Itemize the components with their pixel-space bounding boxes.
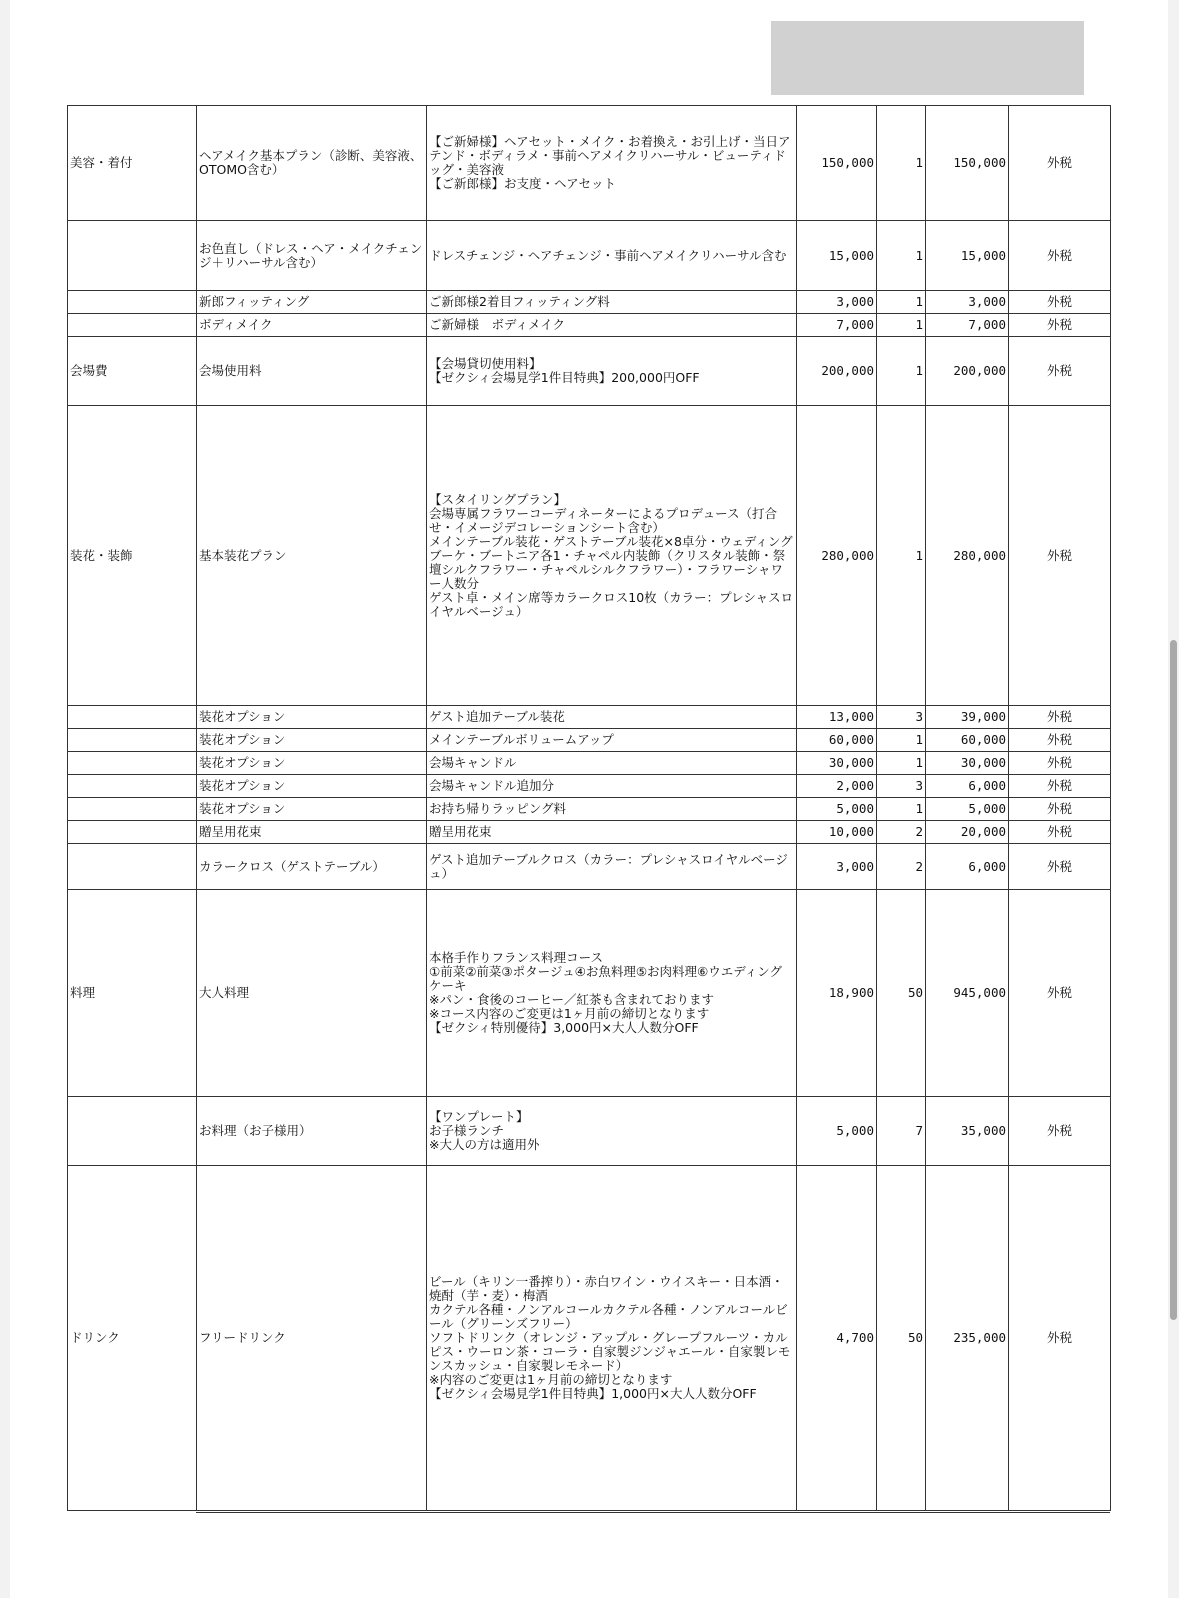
category-cell: 会場費	[68, 337, 197, 406]
quantity-cell: 1	[877, 729, 926, 752]
table-row	[68, 106, 1111, 221]
quantity-cell: 1	[877, 798, 926, 821]
unit-price-cell: 7,000	[797, 314, 877, 337]
unit-price-cell: 2,000	[797, 775, 877, 798]
item-name-cell: 基本装花プラン	[197, 406, 427, 706]
tax-type-cell: 外税	[1009, 106, 1111, 221]
quantity-cell: 50	[877, 1166, 926, 1511]
tax-type-cell: 外税	[1009, 314, 1111, 337]
description-cell: ご新郎様2着目フィッティング料	[427, 291, 797, 314]
description-cell: ご新婦様 ボディメイク	[427, 314, 797, 337]
table-row	[68, 221, 1111, 291]
table-row	[68, 752, 1111, 775]
quantity-cell: 2	[877, 844, 926, 890]
category-cell	[68, 752, 197, 775]
unit-price-cell: 30,000	[797, 752, 877, 775]
unit-price-cell: 3,000	[797, 291, 877, 314]
item-name-cell: 装花オプション	[197, 729, 427, 752]
category-cell	[68, 314, 197, 337]
amount-cell: 39,000	[926, 706, 1009, 729]
description-cell: ゲスト追加テーブル装花	[427, 706, 797, 729]
amount-cell: 3,000	[926, 291, 1009, 314]
quantity-cell: 50	[877, 890, 926, 1097]
category-cell	[68, 775, 197, 798]
unit-price-cell: 5,000	[797, 1097, 877, 1166]
description-cell: 本格手作りフランス料理コース ①前菜②前菜③ポタージュ④お魚料理⑤お肉料理⑥ウエディングケーキ ※パン・食後のコーヒー／紅茶も含まれております ※コース内容のご変更は1ヶ月前の締切となります 【ゼクシィ特別優待】3,000円×大人人数分OFF	[427, 890, 797, 1097]
tax-type-cell: 外税	[1009, 406, 1111, 706]
item-name-cell: 装花オプション	[197, 775, 427, 798]
category-cell: ドリンク	[68, 1166, 197, 1511]
unit-price-cell: 3,000	[797, 844, 877, 890]
item-name-cell: ボディメイク	[197, 314, 427, 337]
table-row	[68, 406, 1111, 706]
amount-cell: 7,000	[926, 314, 1009, 337]
description-cell: 贈呈用花束	[427, 821, 797, 844]
table-row	[68, 729, 1111, 752]
amount-cell: 60,000	[926, 729, 1009, 752]
unit-price-cell: 60,000	[797, 729, 877, 752]
category-cell	[68, 821, 197, 844]
amount-cell: 5,000	[926, 798, 1009, 821]
tax-type-cell: 外税	[1009, 337, 1111, 406]
quantity-cell: 1	[877, 221, 926, 291]
table-row	[68, 890, 1111, 1097]
description-cell: メインテーブルボリュームアップ	[427, 729, 797, 752]
quantity-cell: 3	[877, 706, 926, 729]
category-cell	[68, 729, 197, 752]
description-cell: 【ご新婦様】ヘアセット・メイク・お着換え・お引上げ・当日アテンド・ボディラメ・事前ヘアメイクリハーサル・ビューティドッグ・美容液 【ご新郎様】お支度・ヘアセット	[427, 106, 797, 221]
table-row	[68, 291, 1111, 314]
tax-type-cell: 外税	[1009, 706, 1111, 729]
item-name-cell: 装花オプション	[197, 798, 427, 821]
quantity-cell: 1	[877, 337, 926, 406]
amount-cell: 200,000	[926, 337, 1009, 406]
category-cell	[68, 1097, 197, 1166]
quantity-cell: 1	[877, 406, 926, 706]
category-cell	[68, 706, 197, 729]
category-cell: 料理	[68, 890, 197, 1097]
quantity-cell: 1	[877, 291, 926, 314]
item-name-cell: カラークロス（ゲストテーブル）	[197, 844, 427, 890]
tax-type-cell: 外税	[1009, 798, 1111, 821]
tax-type-cell: 外税	[1009, 844, 1111, 890]
table-row	[68, 844, 1111, 890]
amount-cell: 30,000	[926, 752, 1009, 775]
description-cell: ビール（キリン一番搾り）・赤白ワイン・ウイスキー・日本酒・焼酎（芋・麦）・梅酒 カクテル各種・ノンアルコールカクテル各種・ノンアルコールビール（グリーンズフリー） ソフトドリンク（オレンジ・アップル・グレープフルーツ・カルピス・ウーロン茶・コーラ・自家製ジンジャエール・自家製レモンスカッシュ・自家製レモネード） ※内容のご変更は1ヶ月前の締切となります 【ゼクシィ会場見学1件目特典】1,000円×大人人数分OFF	[427, 1166, 797, 1511]
item-name-cell: ヘアメイク基本プラン（診断、美容液、OTOMO含む）	[197, 106, 427, 221]
table-row	[68, 798, 1111, 821]
amount-cell: 20,000	[926, 821, 1009, 844]
item-name-cell: 新郎フィッティング	[197, 291, 427, 314]
description-cell: 【スタイリングプラン】 会場専属フラワーコーディネーターによるプロデュース（打合せ・イメージデコレーションシート含む） メインテーブル装花・ゲストテーブル装花×8卓分・ウェディングブーケ・ブートニア各1・チャペル内装飾（クリスタル装飾・祭壇シルクフラワー・チャペルシルクフラワー）・フラワーシャワー人数分 ゲスト卓・メイン席等カラークロス10枚（カラー：プレシャスロイヤルベージュ）	[427, 406, 797, 706]
category-cell	[68, 291, 197, 314]
table-row	[68, 337, 1111, 406]
quantity-cell: 7	[877, 1097, 926, 1166]
table-bottom-border	[196, 1512, 1110, 1513]
amount-cell: 15,000	[926, 221, 1009, 291]
redacted-header-box	[771, 21, 1084, 95]
table-row	[68, 775, 1111, 798]
tax-type-cell: 外税	[1009, 221, 1111, 291]
table-row	[68, 706, 1111, 729]
description-cell: 会場キャンドル	[427, 752, 797, 775]
unit-price-cell: 13,000	[797, 706, 877, 729]
tax-type-cell: 外税	[1009, 821, 1111, 844]
amount-cell: 35,000	[926, 1097, 1009, 1166]
category-cell: 装花・装飾	[68, 406, 197, 706]
amount-cell: 6,000	[926, 775, 1009, 798]
item-name-cell: 装花オプション	[197, 706, 427, 729]
table-row	[68, 1166, 1111, 1511]
category-cell	[68, 221, 197, 291]
category-cell	[68, 798, 197, 821]
description-cell: お持ち帰りラッピング料	[427, 798, 797, 821]
amount-cell: 150,000	[926, 106, 1009, 221]
description-cell: 【ワンプレート】 お子様ランチ ※大人の方は適用外	[427, 1097, 797, 1166]
category-cell: 美容・着付	[68, 106, 197, 221]
amount-cell: 235,000	[926, 1166, 1009, 1511]
amount-cell: 945,000	[926, 890, 1009, 1097]
estimate-table	[67, 105, 1111, 1511]
item-name-cell: フリードリンク	[197, 1166, 427, 1511]
item-name-cell: 装花オプション	[197, 752, 427, 775]
quantity-cell: 1	[877, 314, 926, 337]
tax-type-cell: 外税	[1009, 291, 1111, 314]
tax-type-cell: 外税	[1009, 775, 1111, 798]
scrollbar-thumb[interactable]	[1170, 640, 1177, 1320]
category-cell	[68, 844, 197, 890]
item-name-cell: 会場使用料	[197, 337, 427, 406]
item-name-cell: お料理（お子様用）	[197, 1097, 427, 1166]
unit-price-cell: 5,000	[797, 798, 877, 821]
unit-price-cell: 200,000	[797, 337, 877, 406]
description-cell: 【会場貸切使用料】 【ゼクシィ会場見学1件目特典】200,000円OFF	[427, 337, 797, 406]
table-row	[68, 821, 1111, 844]
unit-price-cell: 15,000	[797, 221, 877, 291]
quantity-cell: 2	[877, 821, 926, 844]
quantity-cell: 1	[877, 106, 926, 221]
unit-price-cell: 280,000	[797, 406, 877, 706]
tax-type-cell: 外税	[1009, 1166, 1111, 1511]
item-name-cell: お色直し（ドレス・ヘア・メイクチェンジ＋リハーサル含む）	[197, 221, 427, 291]
unit-price-cell: 18,900	[797, 890, 877, 1097]
scrollbar-track[interactable]	[1168, 0, 1179, 1598]
item-name-cell: 大人料理	[197, 890, 427, 1097]
table-row	[68, 314, 1111, 337]
description-cell: ゲスト追加テーブルクロス（カラー：プレシャスロイヤルベージュ）	[427, 844, 797, 890]
tax-type-cell: 外税	[1009, 729, 1111, 752]
unit-price-cell: 150,000	[797, 106, 877, 221]
quantity-cell: 1	[877, 752, 926, 775]
unit-price-cell: 4,700	[797, 1166, 877, 1511]
amount-cell: 6,000	[926, 844, 1009, 890]
quantity-cell: 3	[877, 775, 926, 798]
description-cell: ドレスチェンジ・ヘアチェンジ・事前ヘアメイクリハーサル含む	[427, 221, 797, 291]
table-row	[68, 1097, 1111, 1166]
tax-type-cell: 外税	[1009, 890, 1111, 1097]
amount-cell: 280,000	[926, 406, 1009, 706]
unit-price-cell: 10,000	[797, 821, 877, 844]
tax-type-cell: 外税	[1009, 1097, 1111, 1166]
tax-type-cell: 外税	[1009, 752, 1111, 775]
item-name-cell: 贈呈用花束	[197, 821, 427, 844]
description-cell: 会場キャンドル追加分	[427, 775, 797, 798]
